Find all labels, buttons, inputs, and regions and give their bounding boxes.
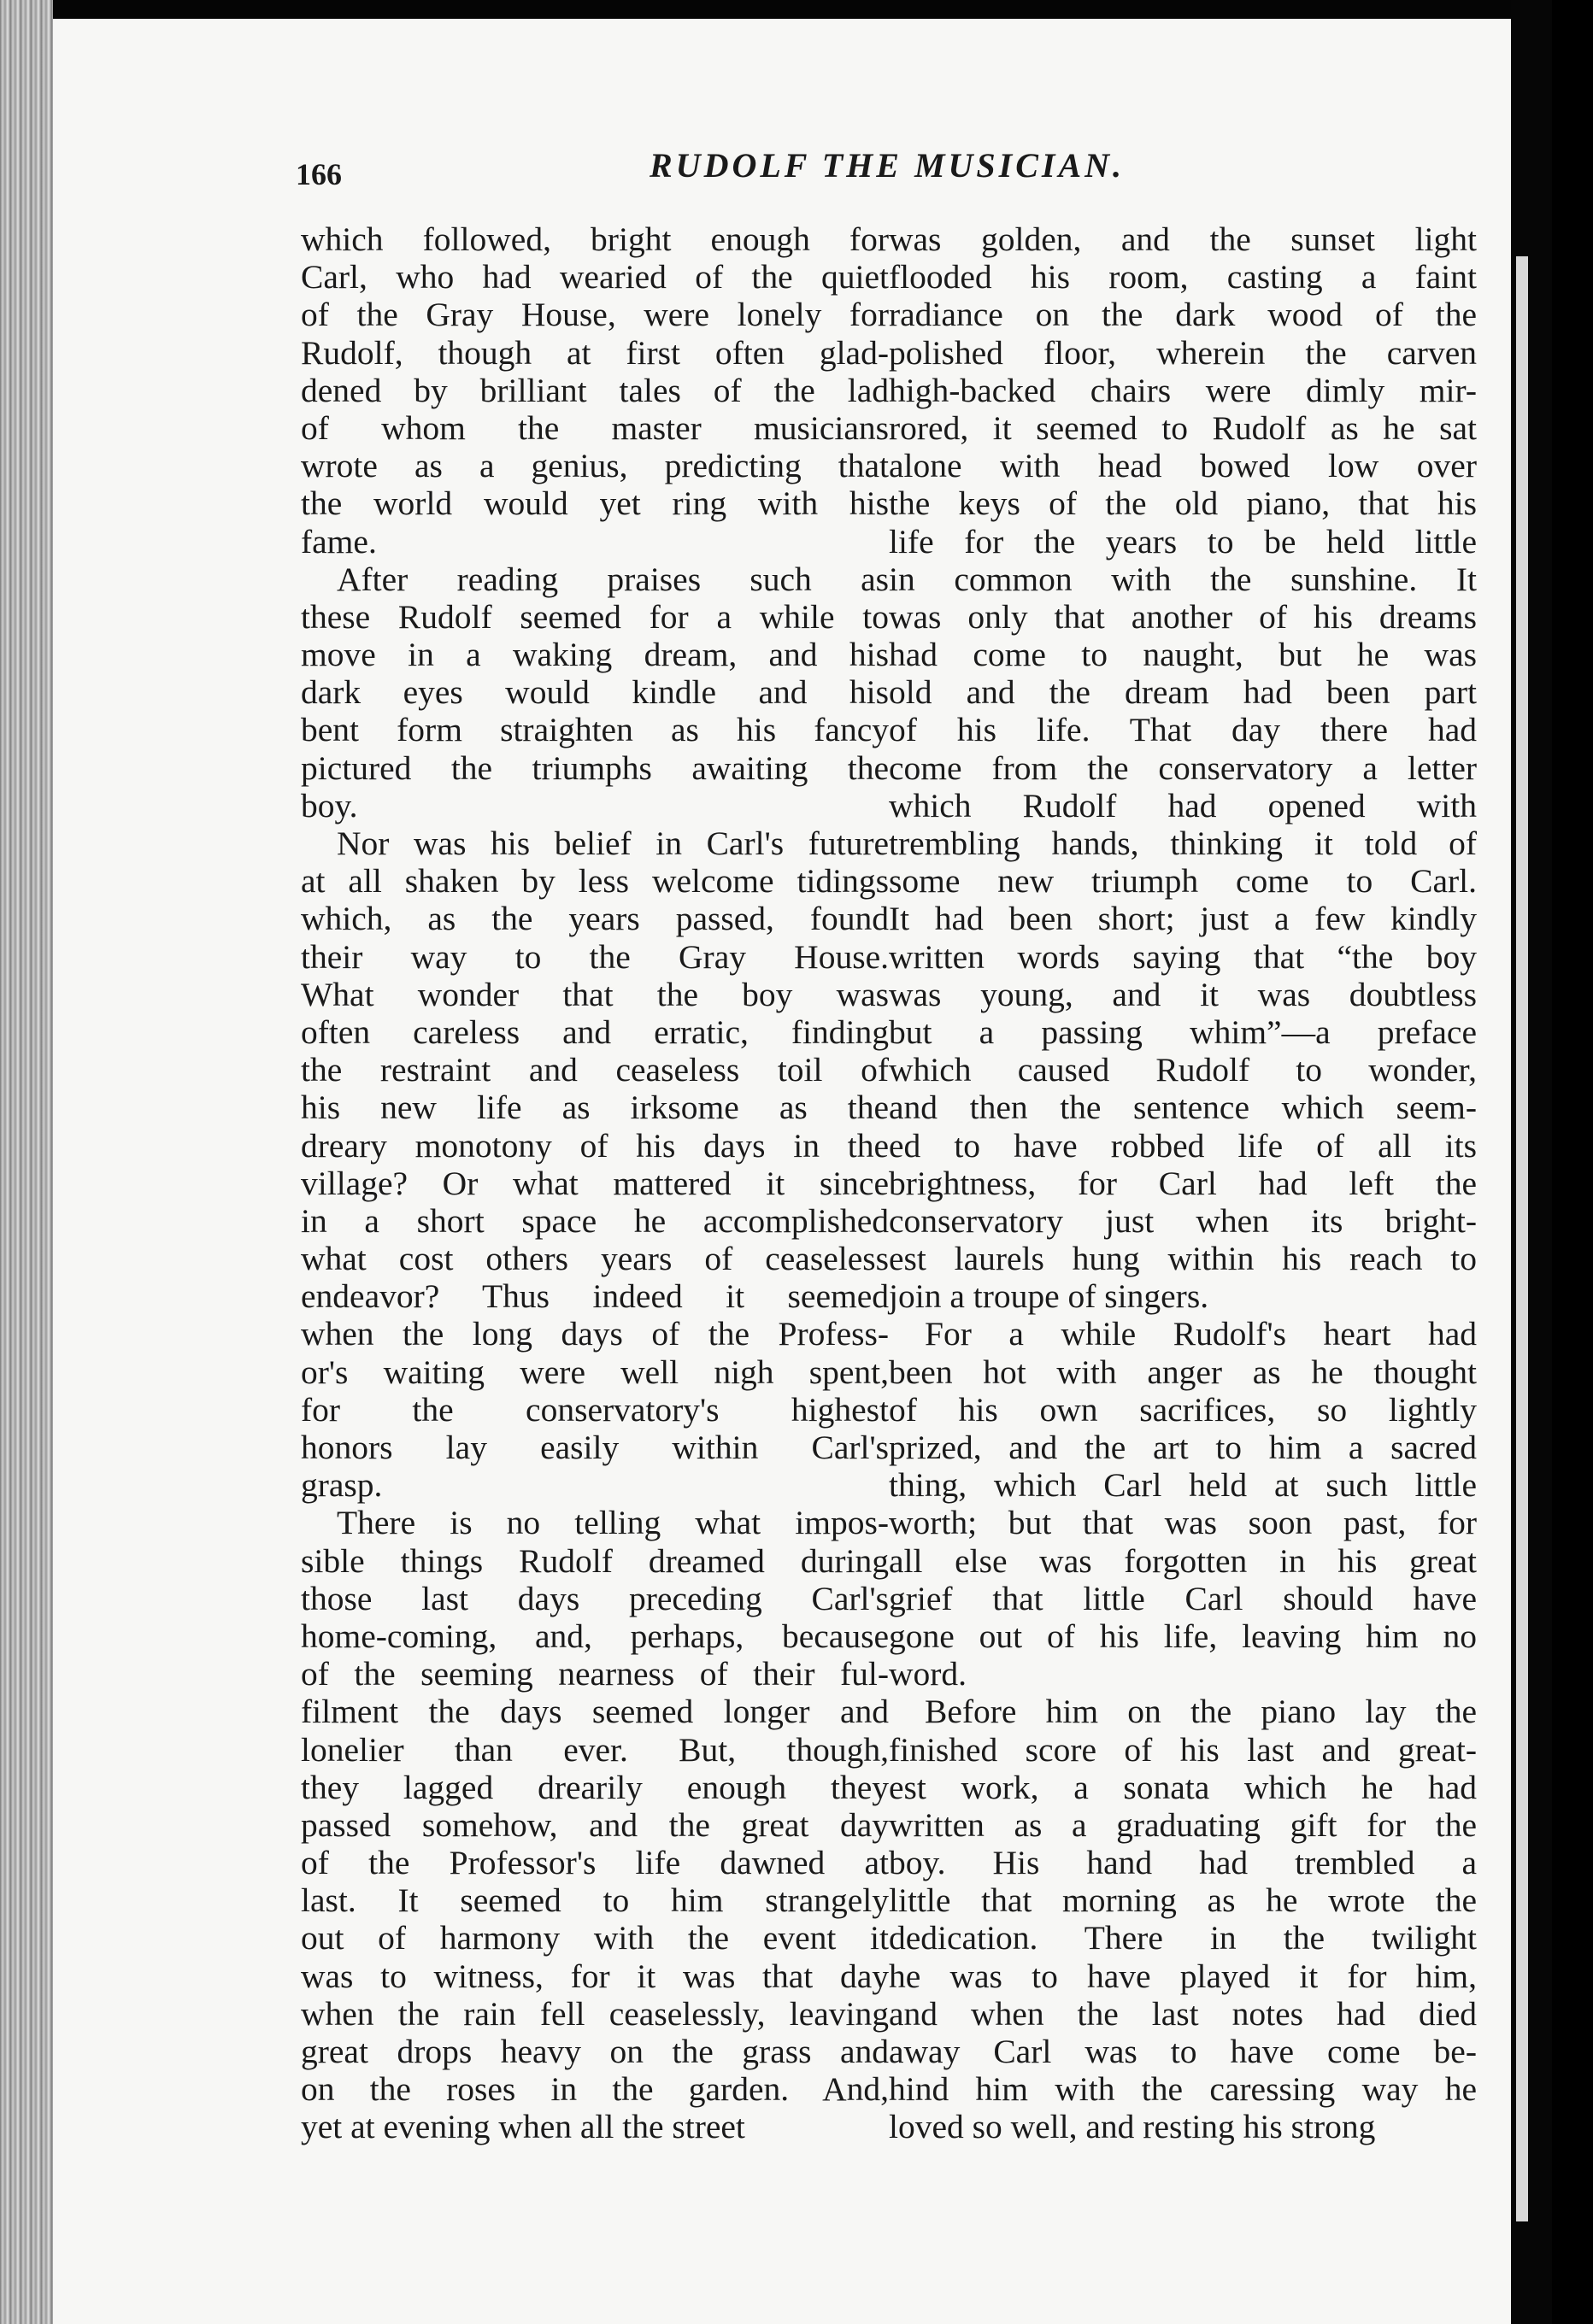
text-line: written words saying that “the boy xyxy=(889,937,1477,976)
text-line: radiance on the dark wood of the xyxy=(889,296,1477,334)
text-line: which, as the years passed, found xyxy=(301,900,889,938)
text-line: often careless and erratic, finding xyxy=(301,1012,889,1051)
text-line: endeavor? Thus indeed it seemed xyxy=(301,1277,889,1316)
text-line: the keys of the old piano, that his xyxy=(889,484,1477,523)
text-line: in a short space he accomplished xyxy=(301,1201,889,1240)
text-line: little that morning as he wrote the xyxy=(889,1881,1477,1920)
scan-right-border xyxy=(1511,0,1552,2324)
text-line: yet at evening when all the street xyxy=(301,2108,745,2146)
text-line: wrote as a genius, predicting that xyxy=(301,447,889,485)
text-line: some new triumph come to Carl. xyxy=(889,862,1477,901)
text-line: of his life. That day there had xyxy=(889,711,1477,749)
text-line: was golden, and the sunset light xyxy=(889,220,1477,258)
text-line: Nor was his belief in Carl's future xyxy=(337,825,889,862)
text-line: word. xyxy=(889,1655,967,1693)
text-line: thing, which Carl held at such little xyxy=(889,1466,1477,1505)
text-line: was to witness, for it was that day xyxy=(301,1957,889,1995)
text-line: dedication. There in the twilight xyxy=(889,1919,1477,1957)
text-line: of the Gray House, were lonely for xyxy=(301,296,889,334)
text-line: Before him on the piano lay the xyxy=(925,1693,1477,1731)
text-line: ed to have robbed life of all its xyxy=(889,1126,1477,1165)
text-line: Carl, who had wearied of the quiet xyxy=(301,258,889,296)
text-line: he was to have played it for him, xyxy=(889,1957,1477,1995)
text-line: home-coming, and, perhaps, because xyxy=(301,1617,889,1655)
text-line: the world would yet ring with his xyxy=(301,484,889,523)
text-line: all else was forgotten in his great xyxy=(889,1541,1477,1580)
text-line: dark eyes would kindle and his xyxy=(301,673,889,712)
text-line: bent form straighten as his fancy xyxy=(301,711,889,749)
page-number: 166 xyxy=(296,157,342,191)
text-line: or's waiting were well nigh spent, xyxy=(301,1353,889,1391)
text-line: when the rain fell ceaselessly, leaving xyxy=(301,1994,889,2033)
text-line: sible things Rudolf dreamed during xyxy=(301,1541,889,1580)
text-line: was only that another of his dreams xyxy=(889,597,1477,636)
text-line: come from the conservatory a letter xyxy=(889,748,1477,787)
text-line: dened by brilliant tales of the lad xyxy=(301,371,889,409)
text-line: After reading praises such as xyxy=(337,560,889,598)
text-line: written as a graduating gift for the xyxy=(889,1805,1477,1844)
text-line: for the conservatory's highest xyxy=(301,1390,889,1429)
text-line: of the seeming nearness of their ful- xyxy=(301,1655,889,1693)
text-line: passed somehow, and the great day xyxy=(301,1805,889,1844)
text-line: grasp. xyxy=(301,1466,383,1505)
text-line: on the roses in the garden. And, xyxy=(301,2070,889,2109)
text-line: It had been short; just a few kindly xyxy=(889,900,1477,938)
text-line: What wonder that the boy was xyxy=(301,975,889,1013)
text-line: gone out of his life, leaving him no xyxy=(889,1617,1477,1655)
text-line: filment the days seemed longer and xyxy=(301,1693,889,1731)
text-line: which Rudolf had opened with xyxy=(889,786,1477,825)
text-line: high-backed chairs were dimly mir- xyxy=(889,371,1477,409)
text-line: boy. xyxy=(301,786,358,825)
text-line: pictured the triumphs awaiting the xyxy=(301,748,889,787)
text-line: There is no telling what impos- xyxy=(337,1504,889,1542)
text-line: at all shaken by less welcome tidings xyxy=(301,862,889,901)
text-line: alone with head bowed low over xyxy=(889,447,1477,485)
text-line: away Carl was to have come be- xyxy=(889,2033,1477,2070)
text-line: and then the sentence which seem- xyxy=(889,1089,1477,1127)
book-spine-gutter xyxy=(0,0,53,2324)
text-line: village? Or what mattered it since xyxy=(301,1164,889,1202)
text-line: polished floor, wherein the carven xyxy=(889,333,1477,372)
text-line: brightness, for Carl had left the xyxy=(889,1164,1477,1202)
text-line: out of harmony with the event it xyxy=(301,1919,889,1957)
text-line: flooded his room, casting a faint xyxy=(889,258,1477,296)
running-head: RUDOLF THE MUSICIAN. xyxy=(650,146,1126,185)
text-line: last. It seemed to him strangely xyxy=(301,1881,889,1920)
text-line: of the Professor's life dawned at xyxy=(301,1844,889,1882)
text-line: when the long days of the Profess- xyxy=(301,1315,889,1353)
text-line: worth; but that was soon past, for xyxy=(889,1504,1477,1542)
text-line: of his own sacrifices, so lightly xyxy=(889,1390,1477,1429)
text-line: was young, and it was doubtless xyxy=(889,975,1477,1013)
text-line: which caused Rudolf to wonder, xyxy=(889,1051,1477,1089)
text-line: the restraint and ceaseless toil of xyxy=(301,1051,889,1089)
text-line: great drops heavy on the grass and xyxy=(301,2033,889,2070)
text-line: finished score of his last and great- xyxy=(889,1730,1477,1769)
text-line: these Rudolf seemed for a while to xyxy=(301,597,889,636)
text-line: life for the years to be held little xyxy=(889,522,1477,560)
text-line: they lagged drearily enough they xyxy=(301,1768,889,1806)
text-line: in common with the sunshine. It xyxy=(889,560,1477,598)
right-text-column xyxy=(889,220,1477,2146)
text-line: grief that little Carl should have xyxy=(889,1579,1477,1617)
text-line: lonelier than ever. But, though, xyxy=(301,1730,889,1769)
text-line: his new life as irksome as the xyxy=(301,1089,889,1127)
text-line: loved so well, and resting his strong xyxy=(889,2108,1376,2146)
text-line: their way to the Gray House. xyxy=(301,937,889,976)
text-line: conservatory just when its bright- xyxy=(889,1201,1477,1240)
text-line: but a passing whim”—a preface xyxy=(889,1012,1477,1051)
text-line: those last days preceding Carl's xyxy=(301,1579,889,1617)
scan-top-border xyxy=(0,0,1552,19)
text-line: had come to naught, but he was xyxy=(889,636,1477,674)
text-line: join a troupe of singers. xyxy=(889,1277,1209,1316)
text-line: est laurels hung within his reach to xyxy=(889,1240,1477,1278)
text-line: honors lay easily within Carl's xyxy=(301,1429,889,1466)
text-line: hind him with the caressing way he xyxy=(889,2070,1477,2109)
text-line: fame. xyxy=(301,522,377,560)
text-line: rored, it seemed to Rudolf as he sat xyxy=(889,408,1477,447)
text-line: est work, a sonata which he had xyxy=(889,1768,1477,1806)
text-line: Rudolf, though at first often glad- xyxy=(301,333,889,372)
text-line: of whom the master musicians xyxy=(301,408,889,447)
text-line: boy. His hand had trembled a xyxy=(889,1844,1477,1882)
text-line: trembling hands, thinking it told of xyxy=(889,825,1477,862)
text-line: what cost others years of ceaseless xyxy=(301,1240,889,1278)
text-line: prized, and the art to him a sacred xyxy=(889,1429,1477,1466)
text-line: For a while Rudolf's heart had xyxy=(925,1315,1477,1353)
text-line: old and the dream had been part xyxy=(889,673,1477,712)
text-line: dreary monotony of his days in the xyxy=(301,1126,889,1165)
left-text-column xyxy=(301,220,889,2146)
text-line: move in a waking dream, and his xyxy=(301,636,889,674)
text-line: been hot with anger as he thought xyxy=(889,1353,1477,1391)
text-line: and when the last notes had died xyxy=(889,1994,1477,2033)
text-line: which followed, bright enough for xyxy=(301,220,889,258)
